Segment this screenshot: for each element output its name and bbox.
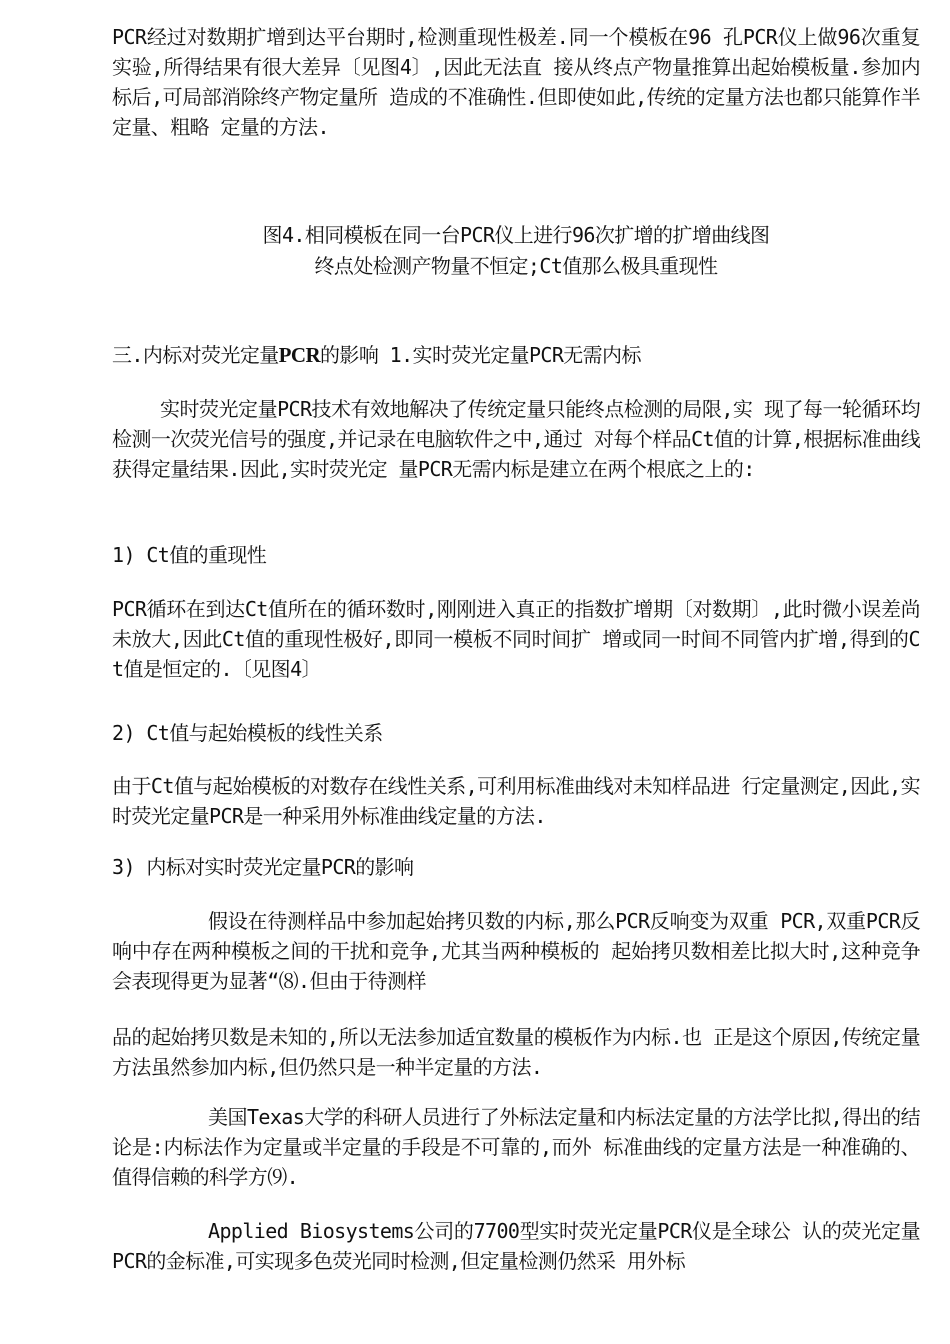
paragraph-endpoint-detection: PCR经过对数期扩增到达平台期时,检测重现性极差.同一个模板在96 孔PCR仪上做96次重复实验,所得结果有很大差异〔见图4〕,因此无法直 接从终点产物量推算出起始模板量.参加内标后,可局部消除终产物定量所 造成的不准确性.但即使如此,传统的定量方法也都只能算作半定量、粗略 定量的方法. <box>112 25 920 139</box>
item-2-heading: 2) Ct值与起始模板的线性关系 <box>112 721 383 745</box>
section-heading-prefix: 三.内标对荧光定量 <box>112 343 279 367</box>
item-1-heading: 1) Ct值的重现性 <box>112 543 267 567</box>
section-heading-bold: PCR <box>278 343 321 367</box>
paragraph-texas-study: 美国Texas大学的科研人员进行了外标法定量和内标法定量的方法学比拟,得出的结论是:内标法作为定量或半定量的手段是不可靠的,而外 标准曲线的定量方法是一种准确的、值得信赖的科学方⑼. <box>112 1105 920 1189</box>
item-2-body: 由于Ct值与起始模板的对数存在线性关系,可利用标准曲线对未知样品进 行定量测定,因此,实时荧光定量PCR是一种采用外标准曲线定量的方法. <box>112 774 920 828</box>
paragraph-realtime-pcr: 实时荧光定量PCR技术有效地解决了传统定量只能终点检测的局限,实 现了每一轮循环均检测一次荧光信号的强度,并记录在电脑软件之中,通过 对每个样品Ct值的计算,根据标准曲线获得定量结果.因此,实时荧光定 量PCR无需内标是建立在两个根底之上的: <box>112 397 920 481</box>
figure-caption-line-1: 图4.相同模板在同一台PCR仪上进行96次扩增的扩增曲线图 <box>262 223 770 247</box>
figure-caption-line-2: 终点处检测产物量不恒定;Ct值那么极具重现性 <box>314 254 718 278</box>
item-3-body-part-2: 品的起始拷贝数是未知的,所以无法参加适宜数量的模板作为内标.也 正是这个原因,传统定量方法虽然参加内标,但仍然只是一种半定量的方法. <box>112 1025 920 1079</box>
item-3-heading: 3) 内标对实时荧光定量PCR的影响 <box>112 855 414 879</box>
item-3-body-part-1: 假设在待测样品中参加起始拷贝数的内标,那么PCR反响变为双重 PCR,双重PCR反响中存在两种模板之间的干扰和竞争,尤其当两种模板的 起始拷贝数相差比拟大时,这种竞争会表现得更为显著“⑻.但由于待测样 <box>112 909 920 993</box>
section-heading-3 <box>112 340 920 370</box>
figure-caption <box>112 220 920 282</box>
item-1-body: PCR循环在到达Ct值所在的循环数时,刚刚进入真正的指数扩增期〔对数期〕,此时微小误差尚未放大,因此Ct值的重现性极好,即同一模板不同时间扩 增或同一时间不同管内扩增,得到的Ct值是恒定的.〔见图4〕 <box>112 597 920 681</box>
section-heading-suffix: 的影响 1.实时荧光定量PCR无需内标 <box>320 343 641 367</box>
paragraph-applied-biosystems: Applied Biosystems公司的7700型实时荧光定量PCR仪是全球公 认的荧光定量PCR的金标准,可实现多色荧光同时检测,但定量检测仍然采 用外标 <box>112 1219 920 1273</box>
